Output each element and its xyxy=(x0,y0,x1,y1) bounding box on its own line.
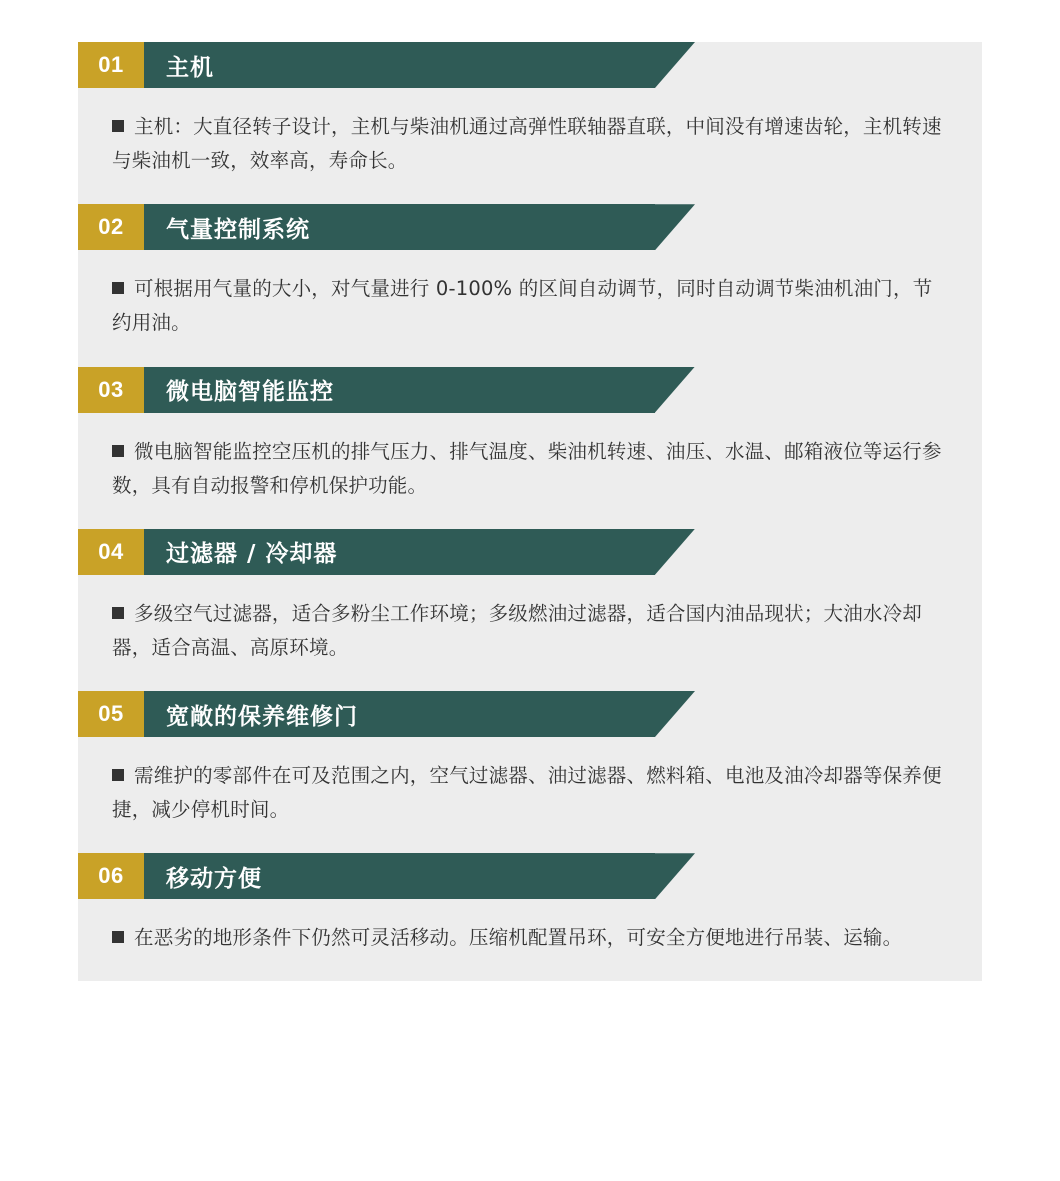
bullet-square-icon xyxy=(112,607,124,619)
feature-title: 主机 xyxy=(166,54,214,81)
feature-bar-angle xyxy=(655,691,695,737)
feature-description: 在恶劣的地形条件下仍然可灵活移动。压缩机配置吊环，可安全方便地进行吊装、运输。 xyxy=(134,926,903,950)
feature-body xyxy=(78,575,982,691)
bullet-square-icon xyxy=(112,120,124,132)
feature-number: 06 xyxy=(78,853,144,899)
feature-header xyxy=(78,204,695,250)
feature-title-bar xyxy=(144,42,655,88)
feature-title-bar xyxy=(144,691,655,737)
feature-title-bar xyxy=(144,529,655,575)
features-panel xyxy=(78,42,982,981)
feature-number: 04 xyxy=(78,529,144,575)
feature-description: 微电脑智能监控空压机的排气压力、排气温度、柴油机转速、油压、水温、邮箱液位等运行参数，具有自动报警和停机保护功能。 xyxy=(112,439,942,497)
feature-body xyxy=(78,737,982,853)
bullet-square-icon xyxy=(112,931,124,943)
feature-item xyxy=(78,42,982,204)
feature-body xyxy=(78,250,982,366)
feature-item xyxy=(78,367,982,529)
feature-title: 移动方便 xyxy=(166,865,262,892)
feature-body xyxy=(78,413,982,529)
feature-description: 可根据用气量的大小，对气量进行 0-100% 的区间自动调节，同时自动调节柴油机油门，节约用油。 xyxy=(112,277,933,335)
bullet-square-icon xyxy=(112,769,124,781)
feature-item xyxy=(78,204,982,366)
feature-title: 宽敞的保养维修门 xyxy=(166,703,358,730)
feature-item xyxy=(78,691,982,853)
feature-description: 多级空气过滤器，适合多粉尘工作环境；多级燃油过滤器，适合国内油品现状；大油水冷却器，适合高温、高原环境。 xyxy=(112,601,923,659)
feature-header xyxy=(78,853,695,899)
feature-item xyxy=(78,853,982,981)
feature-body xyxy=(78,899,982,981)
feature-number: 01 xyxy=(78,42,144,88)
feature-bar-angle xyxy=(655,853,695,899)
feature-bar-angle xyxy=(655,529,695,575)
feature-number: 03 xyxy=(78,367,144,413)
feature-number: 02 xyxy=(78,204,144,250)
feature-header xyxy=(78,367,695,413)
feature-item xyxy=(78,529,982,691)
feature-body xyxy=(78,88,982,204)
feature-bar-angle xyxy=(655,367,695,413)
feature-header xyxy=(78,529,695,575)
feature-title: 气量控制系统 xyxy=(166,216,310,243)
feature-title-bar xyxy=(144,204,655,250)
bullet-square-icon xyxy=(112,445,124,457)
feature-title-bar xyxy=(144,853,655,899)
bullet-square-icon xyxy=(112,282,124,294)
feature-title: 过滤器 / 冷却器 xyxy=(166,541,338,568)
feature-bar-angle xyxy=(655,204,695,250)
feature-title-bar xyxy=(144,367,655,413)
feature-bar-angle xyxy=(655,42,695,88)
feature-description: 主机：大直径转子设计，主机与柴油机通过高弹性联轴器直联，中间没有增速齿轮，主机转速与柴油机一致，效率高，寿命长。 xyxy=(112,115,942,173)
feature-header xyxy=(78,42,695,88)
feature-title: 微电脑智能监控 xyxy=(166,379,334,405)
feature-number: 05 xyxy=(78,691,144,737)
feature-header xyxy=(78,691,695,737)
feature-description: 需维护的零部件在可及范围之内，空气过滤器、油过滤器、燃料箱、电池及油冷却器等保养便捷，减少停机时间。 xyxy=(112,764,942,822)
